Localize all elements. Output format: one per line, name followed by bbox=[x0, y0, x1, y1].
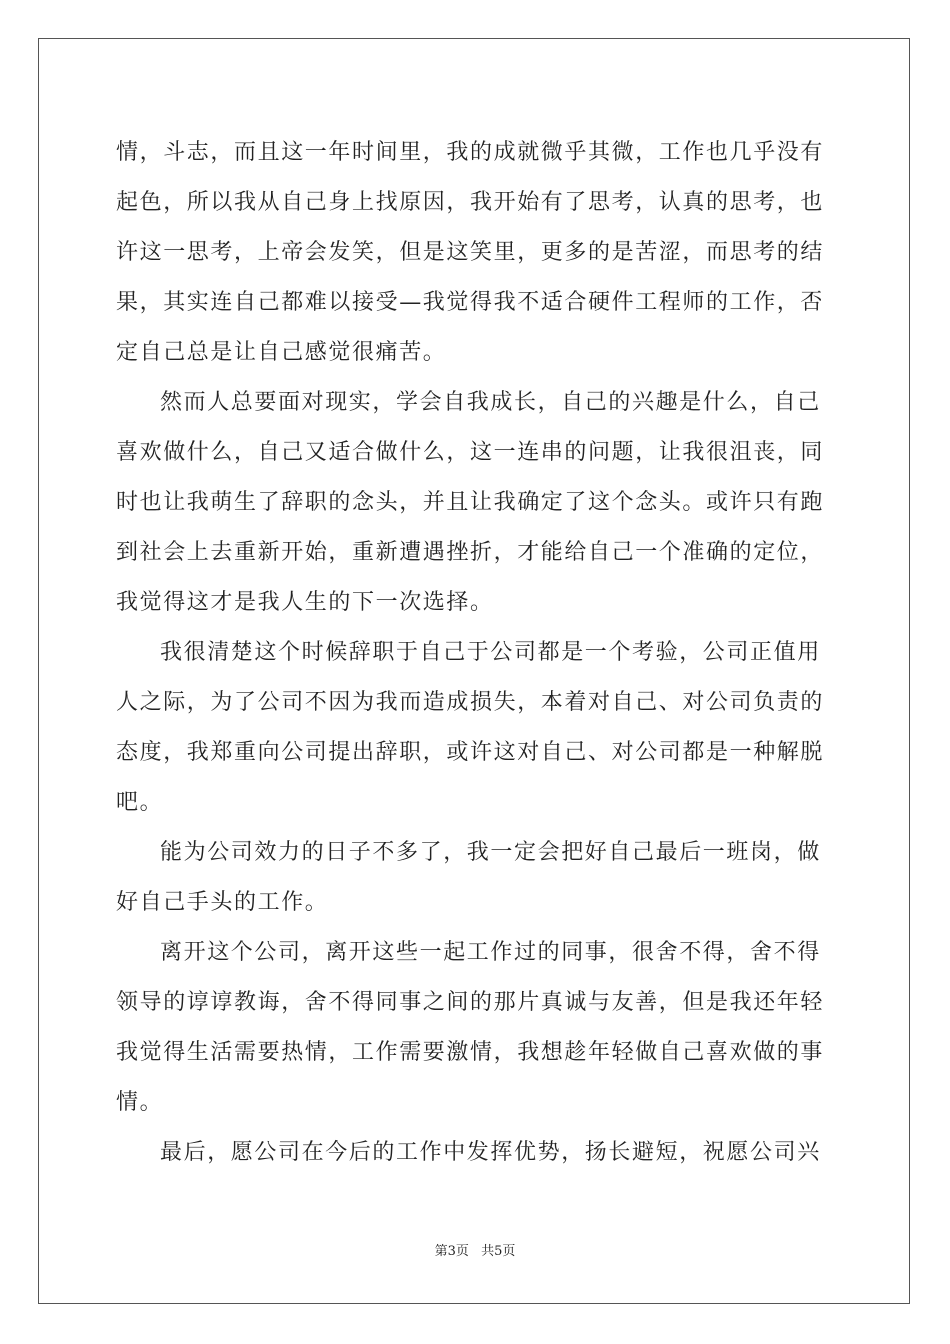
document-body bbox=[116, 128, 836, 1178]
text-line: 许这一思考，上帝会发笑，但是这笑里，更多的是苦涩，而思考的结 bbox=[116, 240, 825, 265]
text-line: 喜欢做什么，自己又适合做什么，这一连串的问题，让我很沮丧，同 bbox=[116, 440, 825, 465]
text-line: 到社会上去重新开始，重新遭遇挫折，才能给自己一个准确的定位， bbox=[116, 540, 825, 565]
text-line: 领导的谆谆教诲，舍不得同事之间的那片真诚与友善，但是我还年轻 bbox=[116, 990, 825, 1015]
text-line: 最后，愿公司在今后的工作中发挥优势，扬长避短，祝愿公司兴 bbox=[160, 1140, 821, 1165]
text-line: 离开这个公司，离开这些一起工作过的同事，很舍不得，舍不得 bbox=[160, 940, 821, 965]
page-total: 共5页 bbox=[481, 1244, 516, 1259]
page-number: 第3页 bbox=[434, 1244, 469, 1259]
body-paragraph bbox=[116, 128, 836, 1178]
text-line: 时也让我萌生了辞职的念头，并且让我确定了这个念头。或许只有跑 bbox=[116, 490, 825, 515]
text-line: 然而人总要面对现实，学会自我成长，自己的兴趣是什么，自己 bbox=[160, 390, 821, 415]
text-line: 情。 bbox=[116, 1090, 164, 1115]
text-line: 我觉得生活需要热情，工作需要激情，我想趁年轻做自己喜欢做的事 bbox=[116, 1040, 825, 1065]
text-line: 我很清楚这个时候辞职于自己于公司都是一个考验，公司正值用 bbox=[160, 640, 821, 665]
text-line: 我觉得这才是我人生的下一次选择。 bbox=[116, 590, 494, 615]
text-line: 好自己手头的工作。 bbox=[116, 890, 329, 915]
text-line: 果，其实连自己都难以接受—我觉得我不适合硬件工程师的工作，否 bbox=[116, 290, 825, 315]
text-line: 情，斗志，而且这一年时间里，我的成就微乎其微，工作也几乎没有 bbox=[116, 140, 825, 165]
text-line: 能为公司效力的日子不多了，我一定会把好自己最后一班岗，做 bbox=[160, 840, 821, 865]
text-line: 人之际，为了公司不因为我而造成损失，本着对自己、对公司负责的 bbox=[116, 690, 825, 715]
text-line: 态度，我郑重向公司提出辞职，或许这对自己、对公司都是一种解脱 bbox=[116, 740, 825, 765]
text-line: 起色，所以我从自己身上找原因，我开始有了思考，认真的思考，也 bbox=[116, 190, 825, 215]
text-line: 定自己总是让自己感觉很痛苦。 bbox=[116, 340, 447, 365]
text-line: 吧。 bbox=[116, 790, 164, 815]
page-footer bbox=[0, 1240, 950, 1259]
